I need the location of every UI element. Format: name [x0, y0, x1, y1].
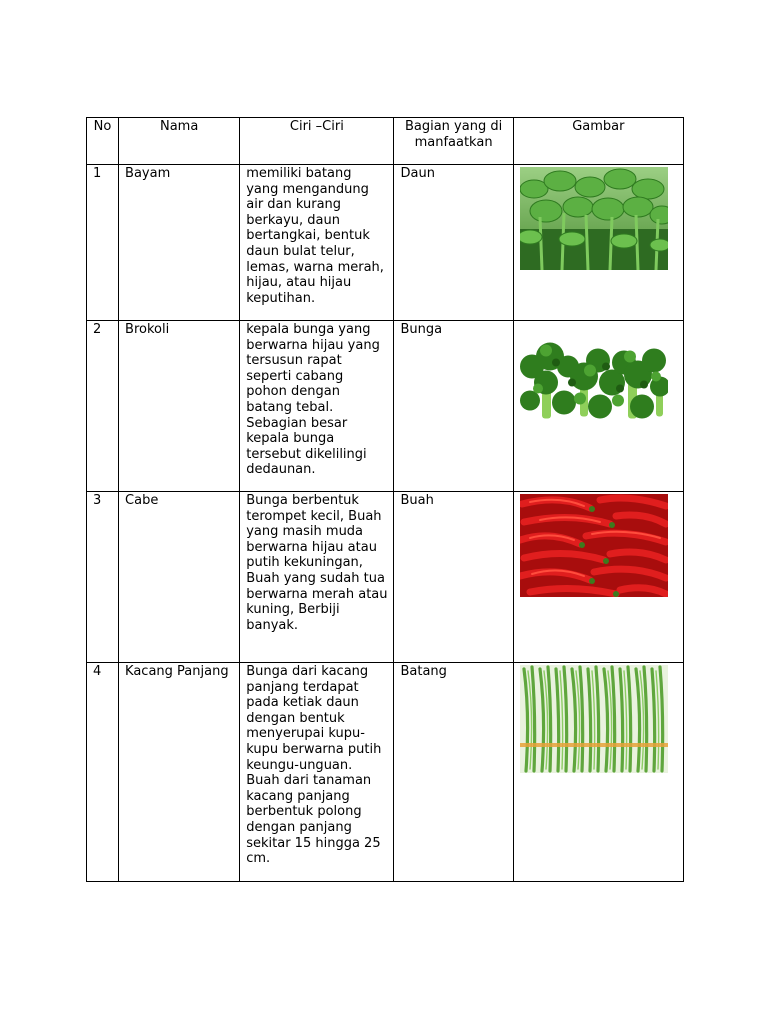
row-ciri: memiliki batang yang mengandung air dan kurang berkayu, daun bertangkai, bentuk daun bulat telur, lemas, warna merah, hijau, atau hijau keputihan.	[240, 165, 394, 321]
long-bean-photo	[520, 665, 668, 773]
row-nama: Cabe	[119, 492, 240, 663]
row-no: 4	[87, 663, 119, 882]
row-bagian: Batang	[394, 663, 513, 882]
row-no: 3	[87, 492, 119, 663]
row-no: 1	[87, 165, 119, 321]
table-row	[87, 321, 684, 492]
header-nama: Nama	[119, 118, 240, 165]
row-nama: Brokoli	[119, 321, 240, 492]
table-row	[87, 492, 684, 663]
table-row	[87, 663, 684, 882]
row-bagian: Buah	[394, 492, 513, 663]
row-ciri: Bunga dari kacang panjang terdapat pada ketiak daun dengan bentuk menyerupai kupu-kupu berwarna putih keungu-unguan. Buah dari tanaman kacang panjang berbentuk polong dengan panjang sekitar 15 hingga 25 cm.	[240, 663, 394, 882]
row-nama: Kacang Panjang	[119, 663, 240, 882]
row-gambar	[513, 321, 683, 492]
row-gambar	[513, 492, 683, 663]
spinach-photo	[520, 167, 668, 270]
table-row	[87, 165, 684, 321]
row-no: 2	[87, 321, 119, 492]
row-nama: Bayam	[119, 165, 240, 321]
table-header-row	[87, 118, 684, 165]
row-ciri: Bunga berbentuk terompet kecil, Buah yang masih muda berwarna hijau atau putih kekuningan, Buah yang sudah tua berwarna merah atau kuning, Berbiji banyak.	[240, 492, 394, 663]
row-bagian: Bunga	[394, 321, 513, 492]
header-no: No	[87, 118, 119, 165]
row-ciri: kepala bunga yang berwarna hijau yang tersusun rapat seperti cabang pohon dengan batang tebal. Sebagian besar kepala bunga tersebut dikelilingi dedaunan.	[240, 321, 394, 492]
row-bagian: Daun	[394, 165, 513, 321]
vegetable-table	[86, 117, 684, 882]
header-gambar: Gambar	[513, 118, 683, 165]
chili-photo	[520, 494, 668, 597]
header-ciri: Ciri –Ciri	[240, 118, 394, 165]
row-gambar	[513, 165, 683, 321]
row-gambar	[513, 663, 683, 882]
header-bagian: Bagian yang dimanfaatkan	[394, 118, 513, 165]
broccoli-photo	[520, 323, 668, 426]
